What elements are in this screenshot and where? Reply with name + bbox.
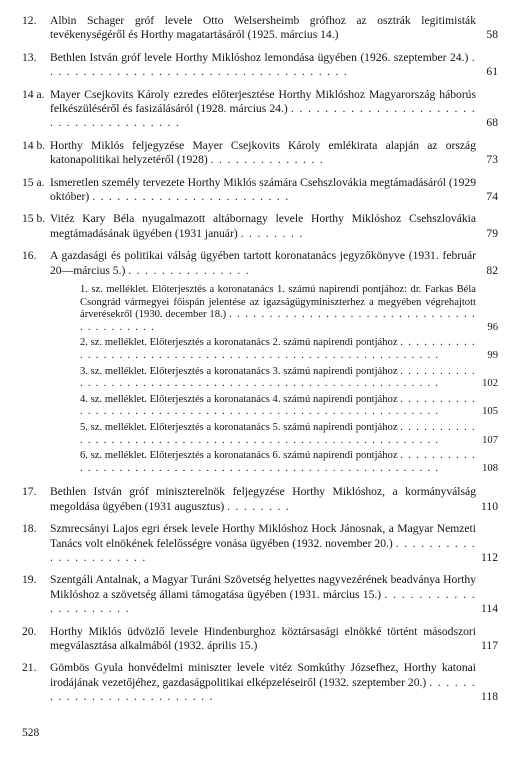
appendix-entry-4: [80, 394, 498, 419]
entry-page: 112: [481, 551, 498, 565]
toc-entry-15a: [22, 176, 498, 205]
appendix-list: [80, 284, 498, 475]
page-number: 528: [22, 727, 40, 739]
entry-title: Gömbös Gyula honvédelmi miniszter levele vitéz Somkúthy Józsefhez, Horthy katonai irodájának vezetőjéhez, gazdaságpolitikai elképzeléseiről (1932. szeptember 20.) . . . . . . . . . . . . . . . . . . . . . . . . . .: [50, 661, 477, 704]
entry-page: 110: [481, 499, 498, 513]
appendix-page: 99: [487, 350, 498, 362]
entry-number: 17.: [22, 485, 37, 499]
entry-number: 15 b.: [22, 212, 46, 226]
entry-number: 18.: [22, 522, 37, 536]
leader-dots: . . . . . . . . . . . . . . . . . . . . . . . . . . . . . . . . . . . . . . . . .: [80, 309, 476, 333]
entry-title: Szmrecsányi Lajos egri érsek levele Horthy Miklóshoz Hock Jánosnak, a Magyar Nemzeti Tanács volt elnökének felelősségre vonása ügyében (1932. november 20.) . . . . . . . . . . . . . . . . . . . . . .: [50, 522, 476, 565]
entry-title: Horthy Miklós feljegyzése Mayer Csejkovits Károly emlékirata alapján az ország katonapolitikai helyzetéről (1928) . . . . . . . . . . . . . .: [50, 138, 476, 167]
entry-page: 118: [481, 690, 498, 704]
appendix-page: 96: [487, 321, 498, 333]
entry-page: 74: [486, 190, 498, 204]
leader-dots: . . . . . . . . . . . . . . . . . . . . . . . . . .: [50, 675, 477, 704]
toc-entry-12: [22, 14, 498, 43]
entry-page: 58: [486, 28, 498, 42]
toc-entry-13: [22, 51, 498, 80]
entry-title: Albin Schager gróf levele Otto Welsersheimb grófhoz az osztrák legitimisták tevékenységéről és Horthy magatartásáról (1925. március 14.): [50, 14, 476, 42]
appendix-entry-2: [80, 337, 498, 362]
entry-title: Horthy Miklós üdvözlő levele Hindenburghoz köztársasági elnökké történt másodszori megválasztása alkalmából (1932. április 15.): [50, 624, 476, 653]
appendix-title: 3. sz. melléklet. Előterjesztés a koronatanács 3. számú napirendi pontjához . . . . . . . . . . . . . . . . . . . . . . . . . . . . . . . . . . . . . . . . . . . . . . . . . . . . . . . .: [80, 365, 476, 390]
entry-number: 20.: [22, 624, 37, 638]
entry-number: 14 a.: [22, 87, 45, 101]
entry-title: Vitéz Kary Béla nyugalmazott altábornagy levele Horthy Miklóshoz Csehszlovákia megtámadásának ügyében (1931 január) . . . . . . . .: [50, 212, 476, 240]
leader-dots: . . . . . . . . . . . . . . . . . . . . . . . . . . . . . . . . . . . . . .: [50, 102, 476, 130]
leader-dots: . . . . . . . . . . . . . . . . . . . . . . . . . . . . . . . . . . . . . . . . . . . . . . . . . . . . . . . .: [80, 393, 476, 418]
entry-page: 117: [481, 639, 498, 653]
appendix-page: 102: [482, 378, 498, 390]
entry-number: 14 b.: [22, 138, 46, 152]
appendix-entry-6: [80, 450, 498, 475]
appendix-page: 105: [482, 406, 498, 418]
appendix-entry-1: [80, 284, 498, 334]
appendix-title: 4. sz. melléklet. Előterjesztés a koronatanács 4. számú napirendi pontjához . . . . . . . . . . . . . . . . . . . . . . . . . . . . . . . . . . . . . . . . . . . . . . . . . . . . . . . .: [80, 393, 476, 418]
leader-dots: . . . . . . . . . . . . . . . . . . . . . . . . . . . . . . . . . . . . .: [50, 50, 476, 79]
appendix-title: 2. sz. melléklet. Előterjesztés a koronatanács 2. számú napirendi pontjához . . . . . . . . . . . . . . . . . . . . . . . . . . . . . . . . . . . . . . . . . . . . . . . . . . . . . . . .: [80, 337, 476, 362]
entry-page: 68: [486, 116, 498, 130]
entry-title: Ismeretlen személy tervezete Horthy Miklós számára Csehszlovákia megtámadásáról (1929 október) . . . . . . . . . . . . . . . . . . . . . . . .: [50, 175, 476, 204]
leader-dots: . . . . . . . . . . . . . . .: [128, 263, 251, 277]
toc-entry-21: [22, 661, 498, 704]
entry-number: 12.: [22, 14, 37, 27]
appendix-title: 1. sz. melléklet. Előterjesztés a koronatanács 1. számú napirendi pontjához: dr. Farkas Béla Csongrád vármegyei főispán jelentése az igazságügyminiszterhez a megyében végrehajtott árverésekről (1930. december 18.) . . . . . . . . . . . . . . . . . . . . . . . . . . . . . . . . . . . . . . . . .: [80, 284, 476, 333]
appendix-entry-5: [80, 422, 498, 447]
entry-title: Szentgáli Antalnak, a Magyar Turáni Szövetség helyettes nagyvezérének beadványa Horthy Miklóshoz a szövetség állami támogatása ügyében (1931. március 15.) . . . . . . . . . . . . . . . . . . . . .: [50, 573, 477, 616]
entry-page: 61: [486, 65, 498, 79]
entry-number: 19.: [22, 573, 37, 587]
leader-dots: . . . . . . . .: [227, 499, 291, 513]
toc-entry-20: [22, 625, 498, 654]
toc-entry-15b: [22, 212, 498, 241]
entry-title: Bethlen István gróf levele Horthy Miklóshoz lemondása ügyében (1926. szeptember 24.) . . . . . . . . . . . . . . . . . . . . . . . . . . . . . . . . . . . . .: [50, 50, 476, 79]
leader-dots: . . . . . . . . . . . . . . . . . . . . . . . . . . . . . . . . . . . . . . . . . . . . . . . . . . . . . . . .: [80, 422, 476, 446]
toc-entry-16: [22, 249, 498, 278]
appendix-page: 107: [482, 434, 498, 446]
toc-entry-14a: [22, 88, 498, 131]
toc-entry-14b: [22, 139, 498, 168]
entry-number: 16.: [22, 249, 37, 263]
appendix-page: 108: [482, 462, 498, 474]
toc-entry-18: [22, 522, 498, 565]
entry-title: Mayer Csejkovits Károly ezredes előterjesztése Horthy Miklóshoz Magyarország háborús felkészüléséről és fasizálásáról (1928. március 24.) . . . . . . . . . . . . . . . . . . . . . . . . . . . . . . . . . . . . . .: [50, 87, 476, 130]
leader-dots: . . . . . . . .: [240, 226, 304, 240]
leader-dots: . . . . . . . . . . . . . . . . . . . . . . . .: [92, 190, 290, 204]
leader-dots: . . . . . . . . . . . . . . . . . . . . . .: [50, 536, 476, 565]
entry-page: 82: [486, 263, 498, 277]
leader-dots: . . . . . . . . . . . . . . . . . . . . .: [50, 587, 477, 616]
entry-page: 79: [486, 226, 498, 240]
appendix-title: 6. sz. melléklet. Előterjesztés a koronatanács 6. számú napirendi pontjához . . . . . . . . . . . . . . . . . . . . . . . . . . . . . . . . . . . . . . . . . . . . . . . . . . . . . . . .: [80, 450, 476, 474]
entry-number: 21.: [22, 661, 37, 675]
leader-dots: . . . . . . . . . . . . . .: [210, 153, 325, 167]
leader-dots: . . . . . . . . . . . . . . . . . . . . . . . . . . . . . . . . . . . . . . . . . . . . . . . . . . . . . . . .: [80, 337, 476, 362]
entry-number: 15 a.: [22, 175, 45, 189]
leader-dots: . . . . . . . . . . . . . . . . . . . . . . . . . . . . . . . . . . . . . . . . . . . . . . . . . . . . . . . .: [80, 450, 476, 474]
appendix-title: 5. sz. melléklet. Előterjesztés a koronatanács 5. számú napirendi pontjához . . . . . . . . . . . . . . . . . . . . . . . . . . . . . . . . . . . . . . . . . . . . . . . . . . . . . . . .: [80, 422, 476, 446]
toc-entry-17: [22, 485, 498, 514]
entry-title: Bethlen István gróf miniszterelnök feljegyzése Horthy Miklóshoz, a kormányválság megoldása ügyében (1931 augusztus) . . . . . . . .: [50, 485, 476, 513]
entry-number: 13.: [22, 50, 37, 64]
entry-title: A gazdasági és politikai válság ügyében tartott koronatanács jegyzőkönyve (1931. február 20—március 5.) . . . . . . . . . . . . . . .: [50, 249, 476, 277]
leader-dots: . . . . . . . . . . . . . . . . . . . . . . . . . . . . . . . . . . . . . . . . . . . . . . . . . . . . . . . .: [80, 365, 476, 390]
entry-page: 114: [481, 602, 498, 616]
entry-page: 73: [486, 153, 498, 167]
toc-entry-19: [22, 573, 498, 616]
appendix-entry-3: [80, 366, 498, 391]
table-of-contents: [22, 14, 498, 713]
